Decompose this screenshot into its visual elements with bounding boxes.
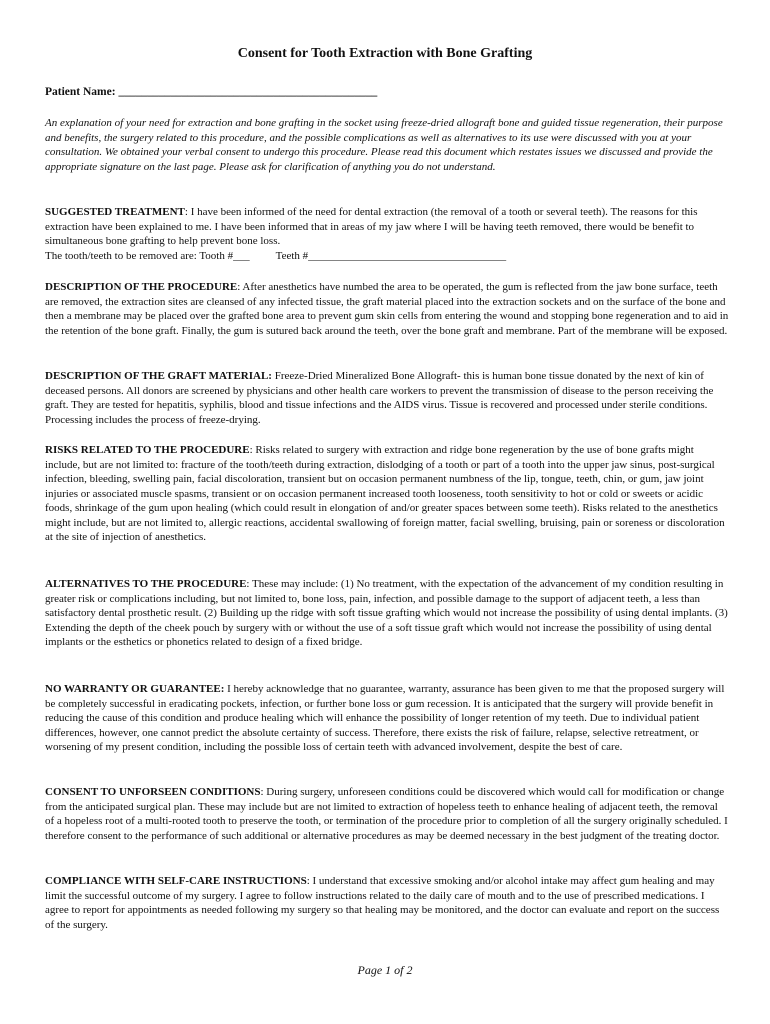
teeth-line-tooth: The tooth/teeth to be removed are: Tooth #___ [45, 249, 250, 262]
description-procedure-heading: DESCRIPTION OF THE PROCEDURE [45, 281, 238, 293]
document-title: Consent for Tooth Extraction with Bone Grafting [237, 46, 533, 61]
alternatives-text: : These may include: (1) No treatment, with the expectation of the advancement of my condition resulting in greater risk or complications including, but not limited to, bone loss, pain, infection, and possible damage to the support of adjacent teeth, a less than satisfactory dental prosthetic result. (2) Building up the ridge with soft tissue grafting which would not increase the possibility of using dental implants. (3) Extending the depth of the cheek pouch by surgery with or without the use of a soft tissue graft which would not increase the possibility of using dental implants or the esthetics or phonetics related to design of a fixed bridge. [45, 578, 728, 648]
suggested-treatment-text: : I have been informed of the need for dental extraction (the removal of a tooth or several teeth). The reasons for this extraction have been explained to me. I have been informed that in areas of my jaw where I will be having teeth removed, there would be benefit to simultaneous bone grafting to help prevent bone loss. [45, 206, 698, 247]
risks-text: : Risks related to surgery with extraction and ridge bone regeneration by the use of bone grafts might include, but are not limited to: fracture of the tooth/teeth during extraction, dislodging of a tooth or part of a tooth into the upper jaw sinus, post-surgical infection, bleeding, swelling pain, facial discoloration, transient but on occasion permanent numbness of the lip, tongue, teeth, chin, or gum, jaw joint injuries or associated muscle spasms, transient or on occasion permanent increased tooth looseness, tooth sensitivity to hot or cold or sweets or acidic foods, shrinkage of the gum upon healing (which could result in elongation of and/or greater spaces between some teeth). Risks related to the anesthetics might include, but are not limited to, allergic reactions, accidental swallowing of foreign matter, facial swelling, bruising, pain or soreness or discoloration at the site of injection of anesthetics. [45, 444, 725, 543]
compliance-heading: COMPLIANCE WITH SELF-CARE INSTRUCTIONS [45, 875, 307, 887]
compliance-text: : I understand that excessive smoking and/or alcohol intake may affect gum healing and may limit the successful outcome of my surgery. I agree to follow instructions related to the daily care of mouth and to the use of prescribed medications. I agree to report for appointments as needed following my surgery so that healing may be monitored, and the doctor can evaluate and report on the success of the surgery. [45, 875, 720, 931]
section-warranty [45, 682, 729, 755]
teeth-line-teeth: Teeth #____________________________________ [275, 249, 507, 262]
patient-name-line [45, 86, 377, 98]
alternatives-heading: ALTERNATIVES TO THE PROCEDURE [45, 578, 247, 590]
warranty-text: I hereby acknowledge that no guarantee, warranty, assurance has been given to me that the proposed surgery will be completely successful in eradicating pockets, infection, or further bone loss or gum recession. It is anticipated that the surgery will provide benefit in reducing the cause of this condition and produce healing which will enhance the possibility of longer retention of my teeth. Due to individual patient differences, however, one cannot predict the absolute certainty of success. Therefore, there exists the risk of failure, relapse, selective retreatment, or worsening of my present condition, including the possible loss of certain teeth with advanced involvement, despite the best of care. [45, 683, 725, 753]
section-description-graft [45, 369, 729, 427]
section-compliance [45, 874, 729, 932]
unforeseen-text: : During surgery, unforeseen conditions could be discovered which would call for modification or change from the anticipated surgical plan. These may include but are not limited to extraction of hopeless teeth to enhance healing of adjacent teeth, the removal of a hopeless root of a multi-rooted tooth to preserve the tooth, or termination of the procedure prior to completion of all the surgery originally scheduled. I therefore consent to the performance of such additional or alternative procedures as may be deemed necessary in the best judgment of the treating doctor. [45, 786, 728, 842]
section-unforeseen [45, 785, 729, 843]
suggested-treatment-heading: SUGGESTED TREATMENT [45, 206, 185, 218]
section-alternatives [45, 577, 729, 650]
section-risks [45, 443, 729, 545]
description-graft-heading: DESCRIPTION OF THE GRAFT MATERIAL: [45, 370, 272, 382]
description-procedure-text: : After anesthetics have numbed the area to be operated, the gum is reflected from the jaw bone surface, teeth are removed, the extraction sites are cleansed of any infected tissue, the graft material placed into the extraction sockets and on the surface of the bone and then a membrane may be placed over the grafted bone area to prevent gum skin cells from entering the wound and stopping bone regeneration and to aid in the retention of the bone graft. Finally, the gum is sutured back around the teeth, over the bone graft and membrane. Part of the membrane will be exposed. [45, 281, 729, 337]
warranty-heading: NO WARRANTY OR GUARANTEE: [45, 683, 225, 695]
intro-paragraph: An explanation of your need for extraction and bone grafting in the socket using freeze-dried allograft bone and guided tissue regeneration, their purpose and benefits, the surgery related to this procedure, and the possible complications as well as alternatives to its use were discussed with you at your consultation. We obtained your verbal consent to undergo this procedure. Please read this document which restates issues we discussed and provide the appropriate signature on the last page. Please ask for clarification of anything you do not understand. [45, 117, 723, 173]
patient-name-label: Patient Name: [45, 86, 116, 98]
patient-name-blank: _____________________________________________ [118, 86, 378, 98]
page-number: Page 1 of 2 [357, 963, 413, 977]
section-suggested-treatment [45, 205, 729, 263]
risks-heading: RISKS RELATED TO THE PROCEDURE [45, 444, 250, 456]
description-graft-text: Freeze-Dried Mineralized Bone Allograft- this is human bone tissue donated by the next of kin of deceased persons. All donors are screened by physicians and other health care workers to prevent the transmission of disease to the person receiving the graft. They are tested for hepatitis, syphilis, blood and tissue infections and the AIDS virus. Tissue is recovered and processed under sterile conditions. Processing includes the process of freeze-drying. [45, 370, 714, 426]
section-description-procedure [45, 280, 729, 338]
unforeseen-heading: CONSENT TO UNFORSEEN CONDITIONS [45, 786, 261, 798]
